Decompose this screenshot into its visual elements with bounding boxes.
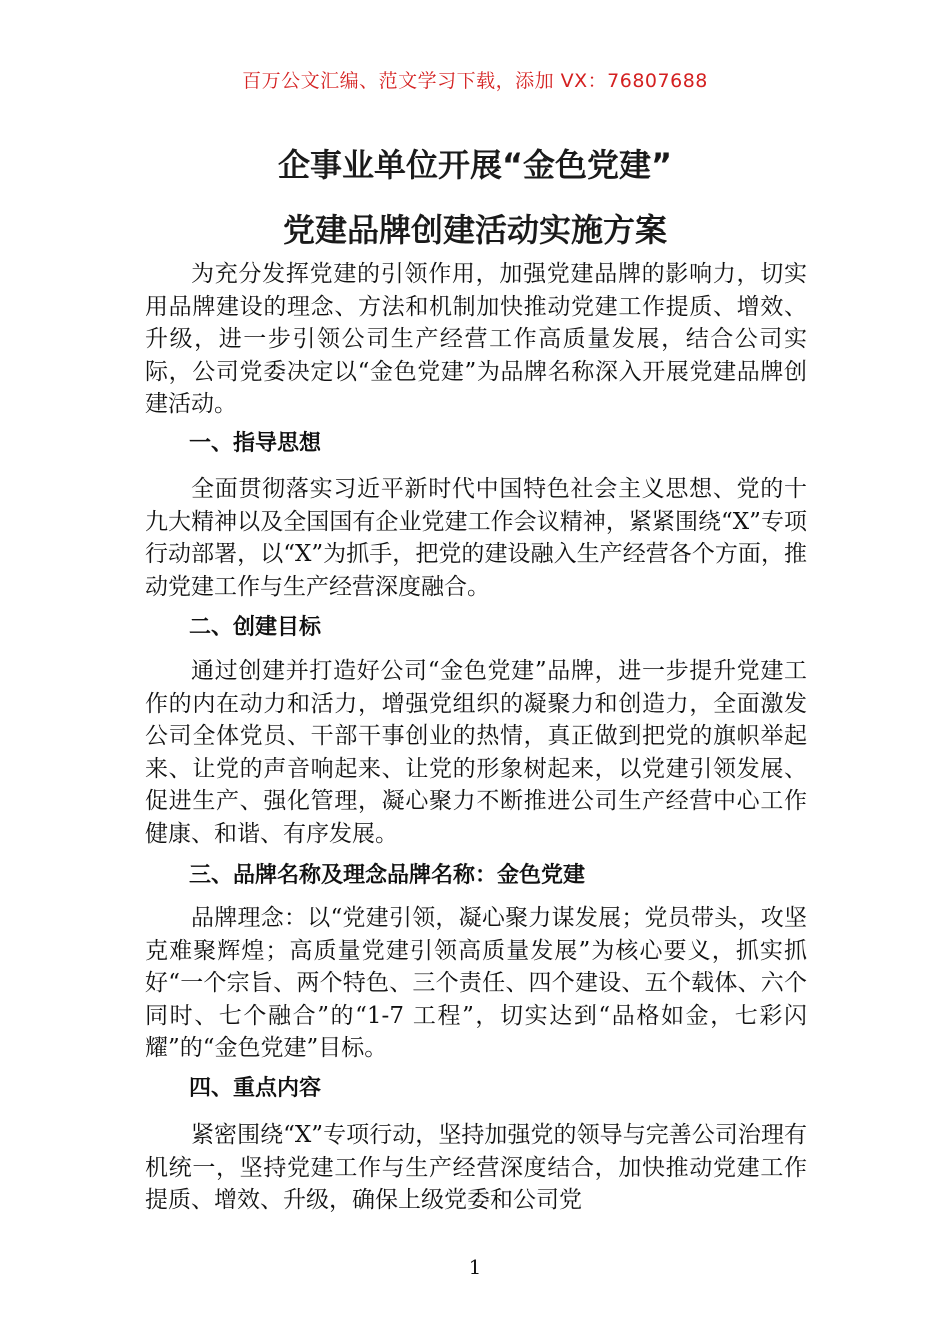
section-3-body <box>145 902 807 1065</box>
document-title-line-2: 党建品牌创建活动实施方案 <box>282 211 667 249</box>
section-2-body <box>145 655 807 850</box>
section-text: 紧密围绕“X”专项行动，坚持加强党的领导与完善公司治理有机统一，坚持党建工作与生产经营深度结合，加快推动党建工作提质、增效、升级，确保上级党委和公司党 <box>145 1122 807 1213</box>
section-1-body <box>145 473 807 603</box>
section-heading: 一、指导思想 <box>189 431 322 456</box>
document-title-line-1: 企事业单位开展“金色党建” <box>277 146 673 184</box>
section-text: 品牌理念：以“党建引领，凝心聚力谋发展；党员带头，攻坚克难聚辉煌；高质量党建引领高质量发展”为核心要义，抓实抓好“一个宗旨、两个特色、三个责任、四个建设、五个载体、六个同时、七个融合”的“1-7 工程”，切实达到“品格如金，七彩闪耀”的“金色党建”目标。 <box>145 905 807 1061</box>
section-2-heading-block <box>145 612 807 645</box>
section-3-heading-block <box>145 860 807 893</box>
section-text: 通过创建并打造好公司“金色党建”品牌，进一步提升党建工作的内在动力和活力，增强党组织的凝聚力和创造力，全面激发公司全体党员、干部干事创业的热情，真正做到把党的旗帜举起来、让党的声音响起来、让党的形象树起来，以党建引领发展、促进生产、强化管理，凝心聚力不断推进公司生产经营中心工作健康、和谐、有序发展。 <box>145 658 807 847</box>
section-text: 全面贯彻落实习近平新时代中国特色社会主义思想、党的十九大精神以及全国国有企业党建工作会议精神，紧紧围绕“X”专项行动部署，以“X”为抓手，把党的建设融入生产经营各个方面，推动党建工作与生产经营深度融合。 <box>145 476 807 600</box>
section-heading: 三、品牌名称及理念品牌名称：金色党建 <box>189 863 586 888</box>
section-heading: 四、重点内容 <box>189 1076 322 1101</box>
intro-text: 为充分发挥党建的引领作用，加强党建品牌的影响力，切实用品牌建设的理念、方法和机制加快推动党建工作提质、增效、升级，进一步引领公司生产经营工作高质量发展，结合公司实际，公司党委决定以“金色党建”为品牌名称深入开展党建品牌创建活动。 <box>145 261 807 417</box>
section-1-heading-block <box>145 428 807 461</box>
intro-paragraph <box>145 258 807 421</box>
header-contact-note: 百万公文汇编、范文学习下载，添加 VX：76807688 <box>242 70 708 92</box>
section-4-heading-block <box>145 1073 807 1106</box>
page-number: 1 <box>468 1255 482 1279</box>
section-4-body <box>145 1119 807 1217</box>
section-heading: 二、创建目标 <box>189 615 322 640</box>
